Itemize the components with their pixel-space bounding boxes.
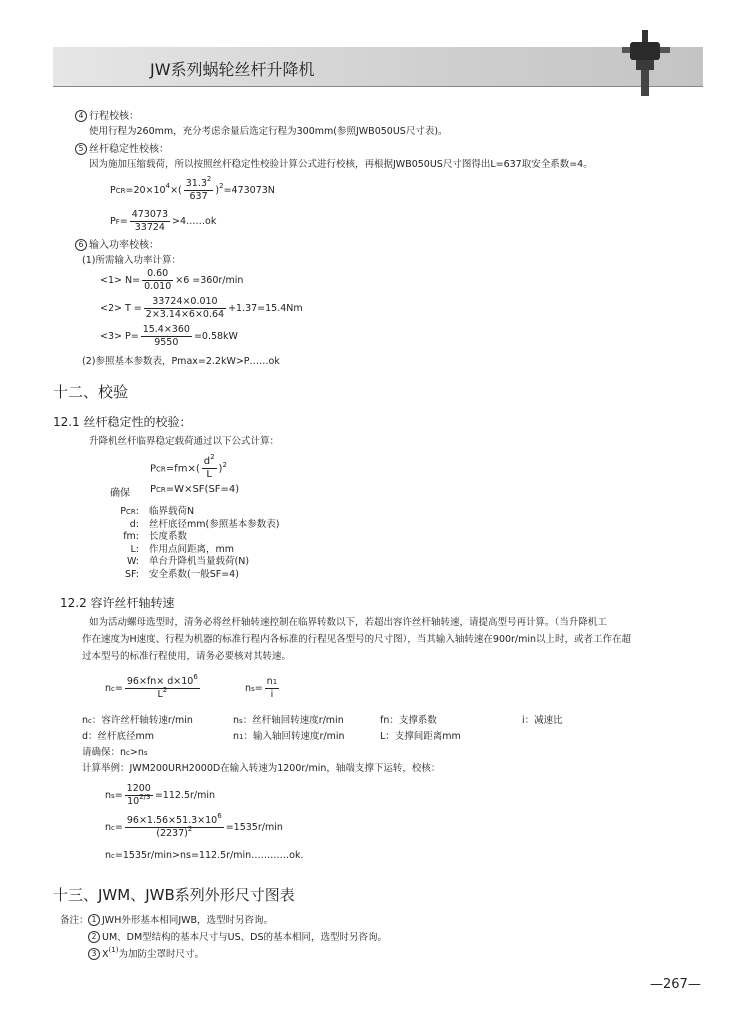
formula-pf: PF= $\frac{473073}{33724}$ >4……ok [110, 209, 217, 233]
formula-nc: nc= $\frac{96\times fn\times d\times 10^6}{L^2}$ [105, 673, 198, 700]
definition-row: d: 丝杆底径mm(参照基本参数表) [129, 518, 280, 530]
formula-pcr: $PCR=20\times 10^4\times$( $\frac{31.3^2}{637}$ )$^2$=473073N [110, 175, 275, 202]
check-travel-text: 使用行程为260mm，充分考虑余量后选定行程为300mm(参照JWB050US尺寸表)。 [89, 126, 448, 137]
check-travel-heading: 4 行程校核： [75, 107, 139, 122]
screw-stability-text: 因为施加压缩载荷，所以按照丝杆稳定性校验计算公式进行校核，再根据JWB050US尺寸图得出L=637取安全系数=4。 [89, 159, 593, 170]
note-3: 3 $X^{(1)}$为加防尘罩时尺寸。 [88, 946, 204, 960]
formula-ns: ns= $\frac{n1}{i}$ [245, 676, 278, 700]
definition-row: SF: 安全系数(一般SF=4) [125, 568, 239, 580]
notes-label: 备注： [60, 915, 89, 926]
calculation-example: 计算举例：JWM200URH2000D在输入转速为1200r/min，轴端支撑下运转，校核： [82, 763, 441, 774]
section-12-2-title: 12.2 容许丝杆轴转速 [60, 596, 175, 610]
screw-stability-heading: 5 丝杆稳定性校核： [75, 140, 169, 155]
speed-paragraph-line-2: 作在速度为H速度、行程为机器的标准行程内各标准的行程见各型号的尺寸图），当其输入轴转速在900r/min以上时，或者工作在超 [82, 634, 632, 645]
def-n1: n1：输入轴回转速度r/min [233, 731, 345, 742]
note-1: 1 JWH外形基本相同JWB，选型时另咨询。 [88, 912, 273, 926]
section-12-1-intro: 升降机丝杆临界稳定载荷通过以下公式计算： [89, 436, 280, 447]
input-power-heading: 6 输入功率校核： [75, 236, 159, 251]
ensure-condition: 请确保：nc>ns [82, 747, 148, 758]
def-d: d：丝杆底径mm [82, 731, 155, 742]
definition-row: PCR: 临界载荷N [120, 506, 195, 517]
header-rule [53, 86, 703, 87]
section-12-title: 十二、校验 [53, 383, 129, 401]
page-number: —267— [650, 977, 701, 992]
page-title: JW系列蜗轮丝杆升降机 [150, 60, 315, 79]
symbol-definitions [60, 506, 360, 581]
formula-critical-load: PCR=fm×( $\frac{d^2}{L}$ )$^2$ [150, 453, 227, 480]
formula-example-ns: ns= $\frac{1200}{10^{2/3}}$ =112.5r/min [105, 783, 216, 807]
formula-torque: <2> T = $\frac{33724\times 0.010}{2\times 3.14\times 6\times 0.64}$ +1.37=15.4Nm [100, 296, 303, 320]
formula-speed: <1> N= $\frac{0.60}{0.010}$ ×6 =360r/min [100, 268, 244, 292]
definition-row: L: 作用点间距离，mm [130, 543, 235, 555]
example-result: nc=1535r/min>ns=112.5r/min…………ok. [105, 850, 304, 861]
formula-example-nc: nc= $\frac{96\times 1.56\times 51.3\times 10^6}{(2237)^2}$ =1535r/min [105, 812, 283, 839]
input-power-sub1: (1)所需输入功率计算： [82, 255, 181, 266]
def-i: i：减速比 [522, 715, 563, 726]
definition-row: fm: 长度系数 [123, 531, 188, 542]
formula-confirm: PCR=W×SF(SF=4) [150, 484, 240, 495]
formula-power: <3> P= $\frac{15.4\times 360}{9550}$ =0.58kW [100, 324, 238, 348]
confirm-label: 确保 [110, 488, 130, 499]
input-power-sub2: (2)参照基本参数表，Pmax=2.2kW>P……ok [82, 356, 280, 367]
section-12-1-title: 12.1 丝杆稳定性的校验： [53, 415, 192, 429]
note-2: 2 UM、DM型结构的基本尺寸与US、DS的基本相同，选型时另咨询。 [88, 929, 387, 943]
def-ns: ns：丝杆轴回转速度r/min [233, 715, 344, 726]
section-13-title: 十三、JWM、JWB系列外形尺寸图表 [53, 886, 295, 904]
speed-paragraph-line-1: 如为活动螺母选型时，清务必将丝杆轴转速控制在临界转数以下，若超出容许丝杆轴转速，请提高型号再计算。（当升降机工 [89, 617, 607, 628]
worm-gear-lift-icon [622, 30, 672, 98]
definition-row: W: 单台升降机当量载荷(N) [126, 556, 250, 567]
speed-paragraph-line-3: 过本型号的标准行程使用，请务必要核对其转速。 [82, 651, 292, 662]
def-nc: nc：容许丝杆轴转速r/min [82, 715, 193, 726]
def-L: L：支撑间距离mm [380, 731, 461, 742]
def-fn: fn：支撑系数 [380, 715, 437, 726]
